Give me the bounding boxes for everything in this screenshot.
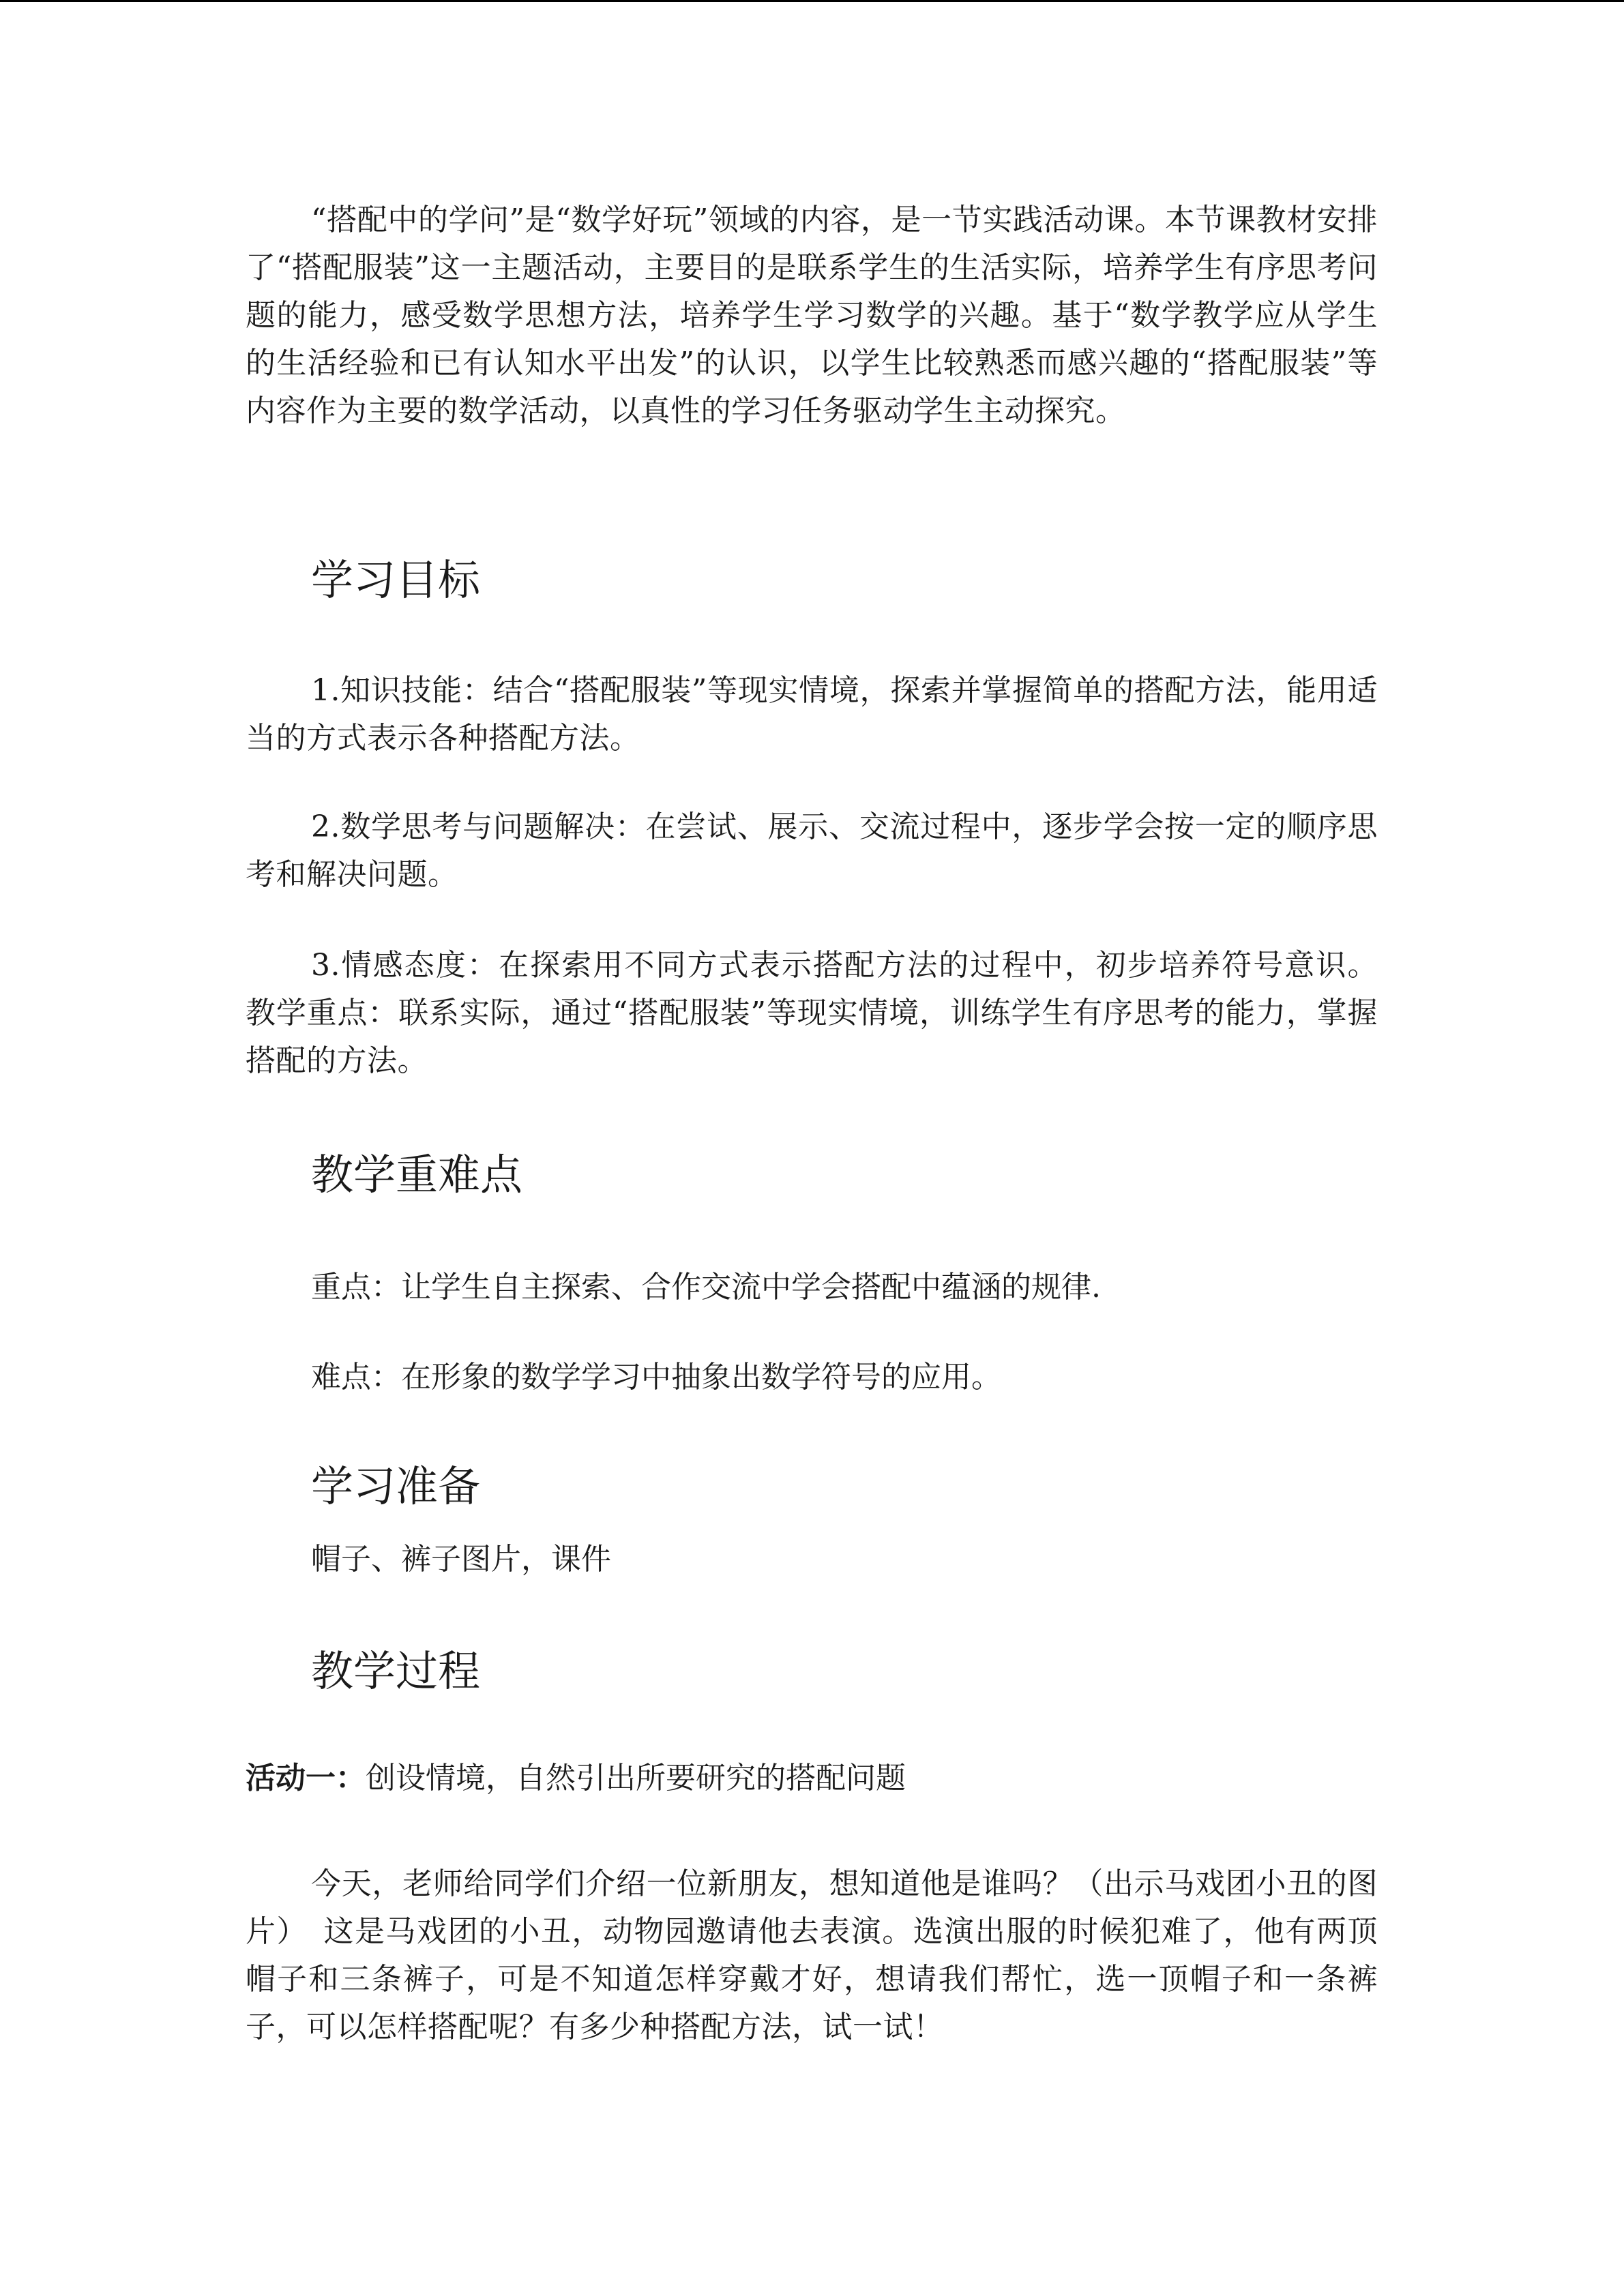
preparation-heading: 学习准备 bbox=[311, 1461, 481, 1511]
objective-item-1: 1.知识技能：结合“搭配服装”等现实情境，探索并掌握简单的搭配方法，能用适当的方式表示各种搭配方法。 bbox=[246, 673, 1378, 756]
activity-one-label: 活动一： bbox=[246, 1761, 366, 1795]
difficulty-text: 难点：在形象的数学学习中抽象出数学符号的应用。 bbox=[311, 1360, 1001, 1395]
objective-item-3: 3.情感态度：在探索用不同方式表示搭配方法的过程中，初步培养符号意识。 教学重点：联系实际，通过“搭配服装”等现实情境，训练学生有序思考的能力，掌握搭配的方法。 bbox=[246, 948, 1378, 1078]
process-heading: 教学过程 bbox=[311, 1646, 481, 1696]
intro-paragraph: “搭配中的学问”是“数学好玩”领域的内容，是一节实践活动课。本节课教材安排了“搭配服装”这一主题活动，主要目的是联系学生的生活实际，培养学生有序思考问题的能力，感受数学思想方法，培养学生学习数学的兴趣。基于“数学教学应从学生的生活经验和已有认知水平出发”的认识，以学生比较熟悉而感兴趣的“搭配服装”等内容作为主要的数学活动，以真性的学习任务驱动学生主动探究。 bbox=[246, 203, 1378, 428]
objectives-heading: 学习目标 bbox=[311, 555, 481, 605]
objective-item-2: 2.数学思考与问题解决：在尝试、展示、交流过程中，逐步学会按一定的顺序思考和解决问题。 bbox=[246, 809, 1378, 892]
focus-text: 重点：让学生自主探索、合作交流中学会搭配中蕴涵的规律. bbox=[311, 1270, 1101, 1304]
activity-one-paragraph: 今天，老师给同学们介绍一位新朋友，想知道他是谁吗？（出示马戏团小丑的图片） 这是马戏团的小丑，动物园邀请他去表演。选演出服的时候犯难了，他有两顶帽子和三条裤子，可是不知道怎样穿戴才好，想请我们帮忙，选一顶帽子和一条裤子，可以怎样搭配呢？有多少种搭配方法，试一试！ bbox=[246, 1866, 1378, 2044]
preparation-text: 帽子、裤子图片，课件 bbox=[311, 1542, 611, 1577]
key-points-heading: 教学重难点 bbox=[311, 1150, 523, 1199]
activity-one-title-text: 创设情境，自然引出所要研究的搭配问题 bbox=[366, 1761, 906, 1795]
activity-one-title bbox=[246, 1755, 906, 1802]
